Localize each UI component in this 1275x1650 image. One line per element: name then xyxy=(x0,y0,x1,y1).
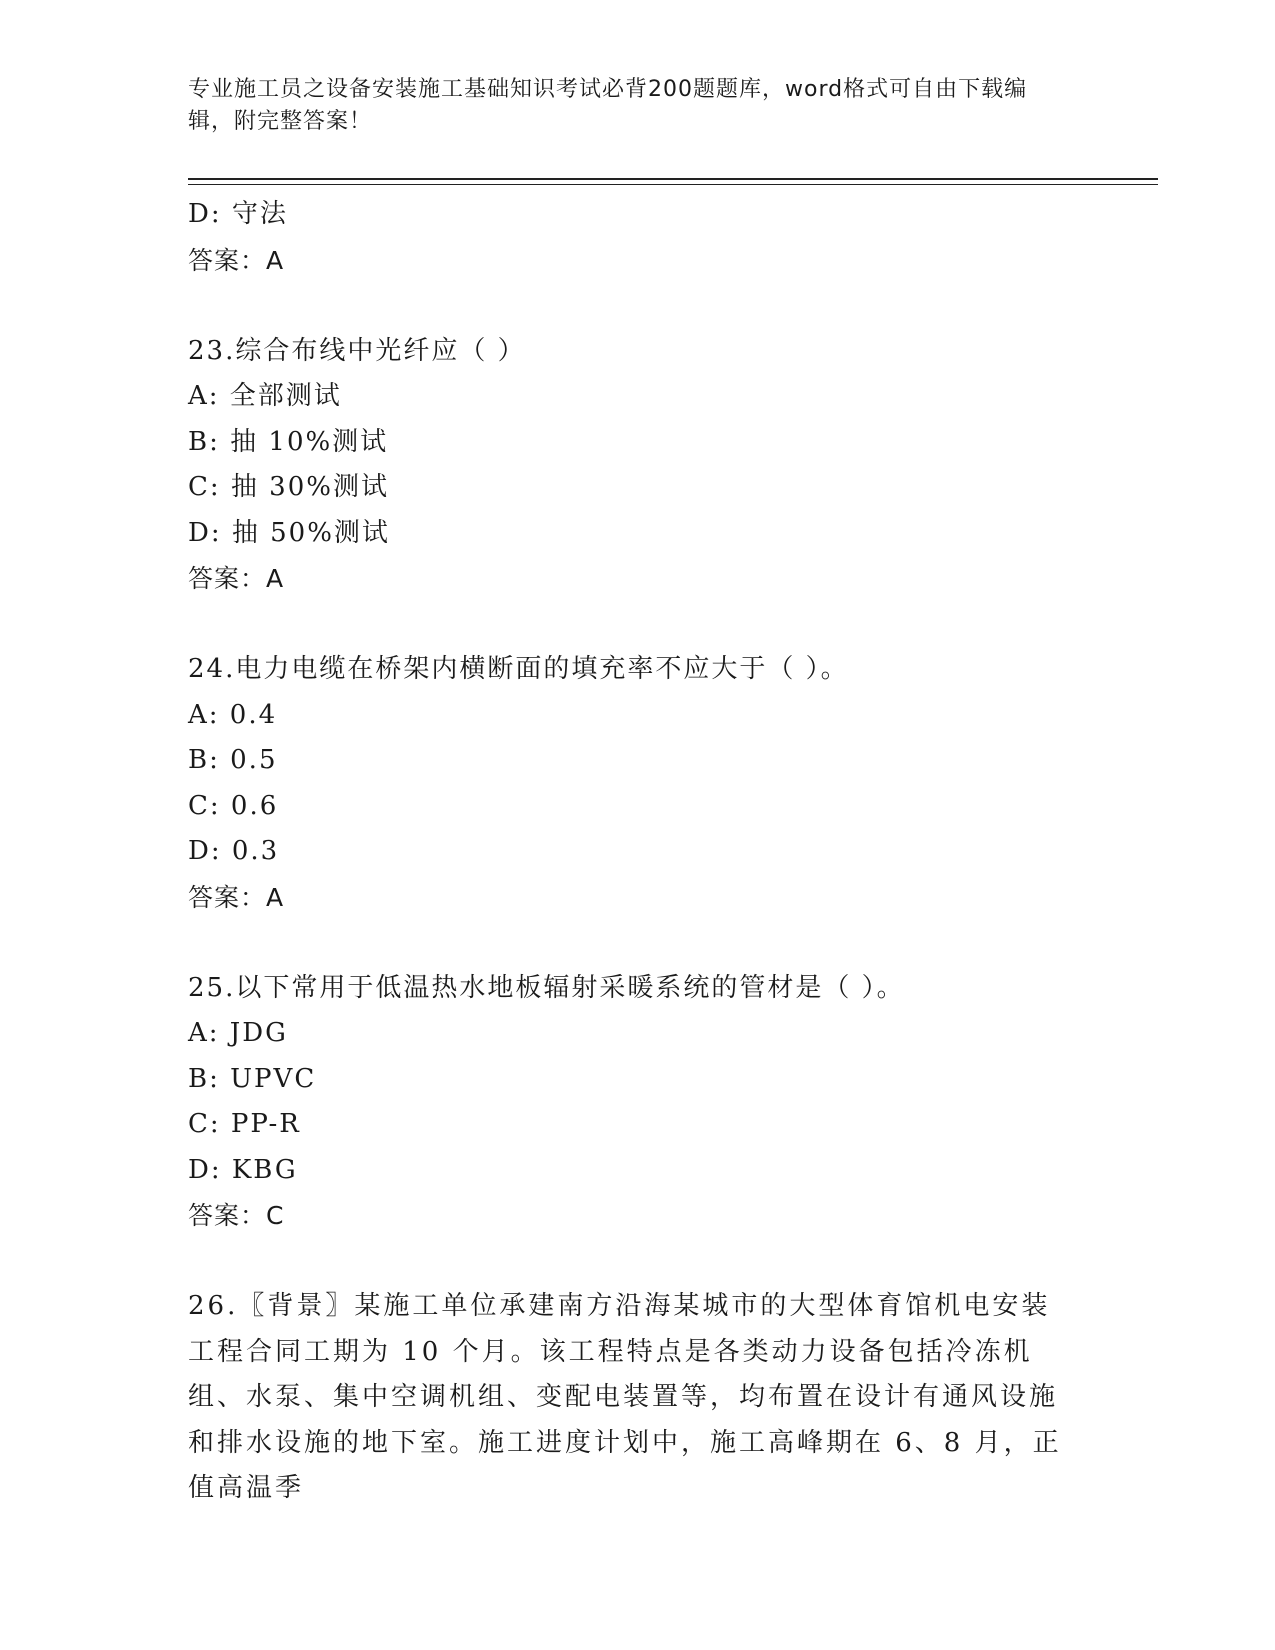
question-stem: 23.综合布线中光纤应（ ） xyxy=(188,335,526,366)
option-d: D: KBG xyxy=(188,1154,298,1185)
option-b: B: 0.5 xyxy=(188,745,278,775)
question-list xyxy=(188,192,1088,1512)
header-divider-thick xyxy=(188,178,1158,180)
option-c: C: PP-R xyxy=(188,1109,301,1139)
option-d: D: 抽 50%测试 xyxy=(188,517,390,548)
option-a: A: JDG xyxy=(188,1018,288,1048)
answer: 答案：A xyxy=(188,882,285,912)
answer: 答案：A xyxy=(188,245,285,275)
option-d: D: 0.3 xyxy=(188,836,280,866)
spacer xyxy=(188,920,1088,966)
spacer xyxy=(188,602,1088,648)
option-c: C: 0.6 xyxy=(188,790,279,821)
document-header: 专业施工员之设备安装施工基础知识考试必背200题题库，word格式可自由下载编辑，附完整答案！ xyxy=(188,77,1028,134)
spacer xyxy=(188,1239,1088,1285)
option-b: B: UPVC xyxy=(188,1063,317,1094)
option-a: A: 0.4 xyxy=(188,699,278,730)
option-b: B: 抽 10%测试 xyxy=(188,426,389,457)
answer: 答案：C xyxy=(188,1201,285,1230)
option-c: C: 抽 30%测试 xyxy=(188,472,389,502)
question-23 xyxy=(188,329,1088,602)
question-stem: 24.电力电缆在桥架内横断面的填充率不应大于（ ）。 xyxy=(188,654,849,684)
answer: 答案：A xyxy=(188,564,285,593)
question-stem: 25.以下常用于低温热水地板辐射采暖系统的管材是（ ）。 xyxy=(188,972,905,1003)
question-26 xyxy=(188,1284,1088,1512)
header-divider-thin xyxy=(188,184,1158,185)
option-a: A: 全部测试 xyxy=(188,381,342,411)
question-22-tail xyxy=(188,192,1088,283)
question-stem: 26.〖背景〗某施工单位承建南方沿海某城市的大型体育馆机电安装工程合同工期为 10 个月。该工程特点是各类动力设备包括冷冻机组、水泵、集中空调机组、变配电装置等，均布置在设计有通风设施和排水设施的地下室。施工进度计划中，施工高峰期在 6、8 月，正值高温季 xyxy=(188,1291,1062,1503)
question-24 xyxy=(188,647,1088,920)
option-d: D: 守法 xyxy=(188,199,288,229)
spacer xyxy=(188,283,1088,329)
question-25 xyxy=(188,966,1088,1239)
